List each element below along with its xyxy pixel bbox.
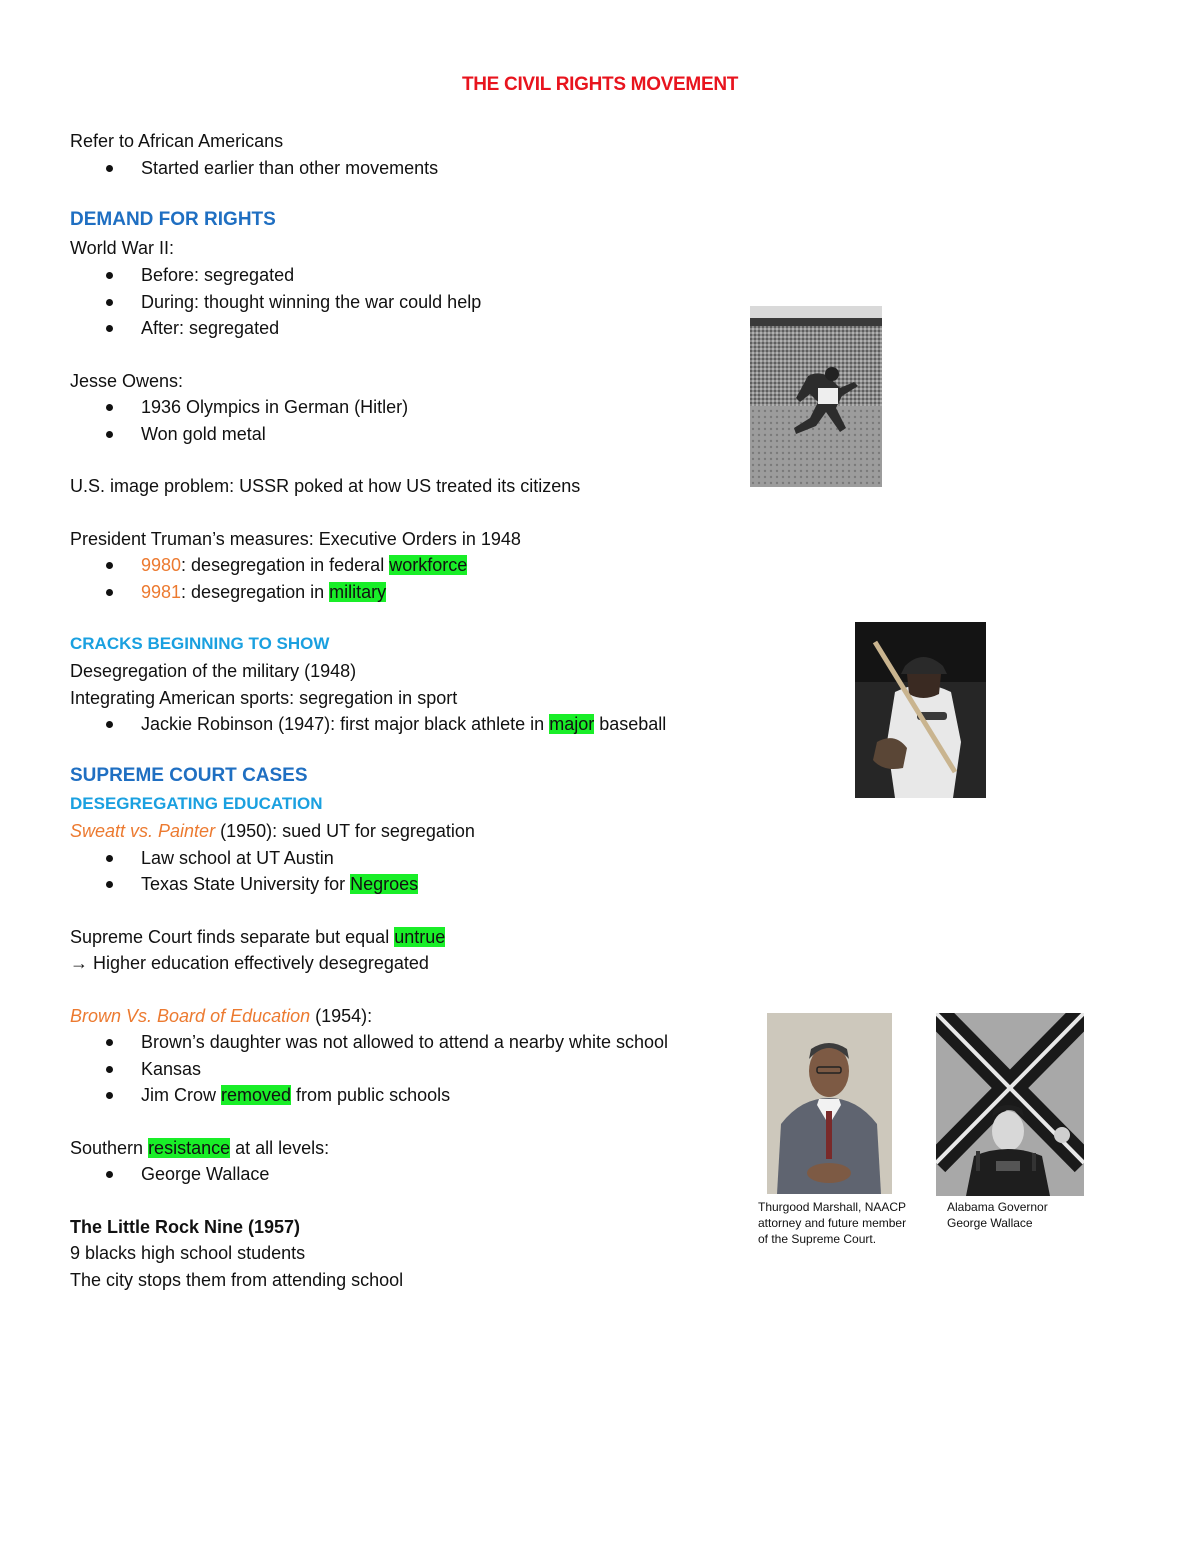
george-wallace-photo	[936, 1013, 1084, 1196]
arrow-line: → Higher education effectively desegregated	[70, 953, 429, 973]
thurgood-marshall-photo	[767, 1013, 892, 1194]
little-rock-heading: The Little Rock Nine (1957)	[70, 1217, 301, 1237]
order-text: : desegregation in federal	[181, 555, 390, 575]
list-item-text: Brown’s daughter was not allowed to attend a nearby white school	[141, 1032, 668, 1052]
case-name: Brown Vs. Board of Education	[70, 1006, 311, 1026]
order-number: 9981	[141, 582, 182, 602]
bullet-dot	[106, 325, 113, 332]
highlighted-word: resistance	[148, 1138, 231, 1158]
caption-line: George Wallace	[947, 1216, 1033, 1230]
bullet-dot	[106, 404, 113, 411]
list-item-text: 1936 Olympics in German (Hitler)	[141, 397, 409, 417]
text-segment: Texas State University for	[141, 874, 351, 894]
text-segment: Jim Crow	[141, 1085, 221, 1105]
caption-line: of the Supreme Court.	[758, 1232, 877, 1246]
ww2-label: World War II:	[70, 238, 175, 258]
caption-line: attorney and future member	[758, 1216, 907, 1230]
highlighted-word: major	[549, 714, 595, 734]
bullet-dot	[106, 1171, 113, 1178]
jesse-owens-image	[750, 306, 882, 487]
bullet-dot	[106, 431, 113, 438]
list-item-text: During: thought winning the war could help	[141, 292, 482, 312]
little-rock-line-2: The city stops them from attending school	[70, 1270, 404, 1290]
list-item-text	[141, 554, 467, 576]
order-number: 9980	[141, 555, 182, 575]
list-item-text: Law school at UT Austin	[141, 848, 334, 868]
page-title: THE CIVIL RIGHTS MOVEMENT	[461, 74, 739, 95]
list-item-text	[141, 1084, 450, 1106]
list-item-text: Won gold metal	[141, 424, 266, 444]
section-heading-court: SUPREME COURT CASES	[70, 765, 308, 786]
bullet-dot	[106, 1039, 113, 1046]
intro-line: Refer to African Americans	[70, 131, 284, 151]
section-heading-cracks: CRACKS BEGINNING TO SHOW	[70, 634, 330, 653]
cracks-line-1: Desegregation of the military (1948)	[70, 661, 357, 681]
subheading-education: DESEGREGATING EDUCATION	[70, 794, 323, 813]
marshall-caption	[758, 1199, 906, 1247]
bullet-dot	[106, 1092, 113, 1099]
truman-line: President Truman’s measures: Executive Orders in 1948	[70, 529, 521, 549]
list-item-text: George Wallace	[141, 1164, 270, 1184]
brown-line	[70, 1005, 372, 1027]
southern-line	[70, 1137, 329, 1159]
case-name: Sweatt vs. Painter	[70, 821, 216, 841]
text-segment: (1950): sued UT for segregation	[215, 821, 475, 841]
jackie-robinson-image	[855, 622, 986, 798]
sweatt-line	[70, 820, 475, 842]
caption-line: Thurgood Marshall, NAACP	[758, 1200, 907, 1214]
text-segment: Southern	[70, 1138, 149, 1158]
highlighted-word: untrue	[394, 927, 446, 947]
text-segment: (1954):	[310, 1006, 373, 1026]
order-text: : desegregation in	[181, 582, 330, 602]
text-segment: at all levels:	[230, 1138, 330, 1158]
text-segment: Jackie Robinson (1947): first major black athlete in	[141, 714, 550, 734]
section-heading-demand: DEMAND FOR RIGHTS	[70, 209, 276, 230]
highlighted-word: Negroes	[350, 874, 419, 894]
list-item-text: Before: segregated	[141, 265, 295, 285]
bullet-dot	[106, 721, 113, 728]
jesse-owens-photo	[750, 306, 882, 487]
text-segment: baseball	[594, 714, 667, 734]
bullet-dot	[106, 1066, 113, 1073]
list-item-text: Started earlier than other movements	[141, 158, 439, 178]
list-item-text: After: segregated	[141, 318, 280, 338]
jackie-robinson-photo	[855, 622, 986, 798]
thurgood-marshall-image	[767, 1013, 892, 1194]
finds-line	[70, 926, 445, 948]
wallace-caption	[947, 1199, 1048, 1231]
bullet-dot	[106, 562, 113, 569]
list-item-text: Kansas	[141, 1059, 202, 1079]
highlighted-word: military	[329, 582, 387, 602]
owens-label: Jesse Owens:	[70, 371, 184, 391]
george-wallace-image	[936, 1013, 1084, 1196]
bullet-dot	[106, 165, 113, 172]
text-segment: from public schools	[291, 1085, 451, 1105]
caption-line: Alabama Governor	[947, 1200, 1048, 1214]
bullet-dot	[106, 881, 113, 888]
list-item-text	[141, 713, 666, 735]
image-problem-line: U.S. image problem: USSR poked at how US treated its citizens	[70, 476, 581, 496]
bullet-dot	[106, 855, 113, 862]
bullet-dot	[106, 272, 113, 279]
cracks-line-2: Integrating American sports: segregation in sport	[70, 688, 458, 708]
bullet-dot	[106, 299, 113, 306]
list-item-text	[141, 873, 418, 895]
highlighted-word: removed	[221, 1085, 292, 1105]
text-segment: Supreme Court finds separate but equal	[70, 927, 395, 947]
highlighted-word: workforce	[389, 555, 468, 575]
little-rock-line-1: 9 blacks high school students	[70, 1243, 306, 1263]
list-item-text	[141, 581, 386, 603]
bullet-dot	[106, 589, 113, 596]
